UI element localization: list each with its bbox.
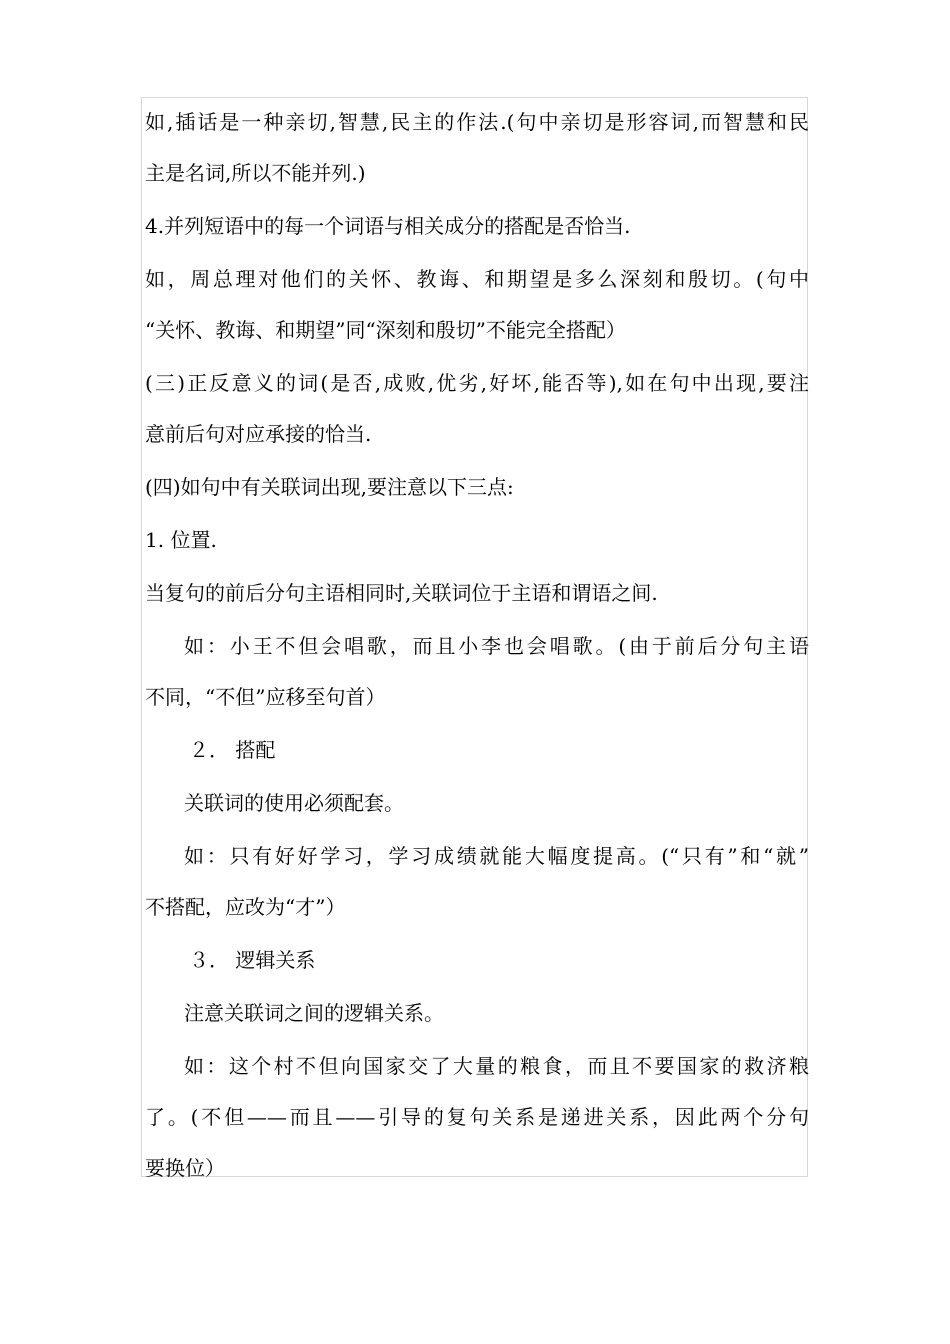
text-line: 不搭配，应改为“才”） — [145, 895, 346, 919]
text-line: 注意关联词之间的逻辑关系。 — [184, 1001, 444, 1025]
text-line: ３． 逻辑关系 — [189, 948, 316, 972]
text-line: 如：只有好好学习，学习成绩就能大幅度提高。(“只有”和“就” — [184, 844, 809, 868]
text-line: 4.并列短语中的每一个词语与相关成分的搭配是否恰当. — [145, 214, 631, 238]
text-line: 要换位） — [145, 1156, 225, 1180]
text-line: 如,插话是一种亲切,智慧,民主的作法.(句中亲切是形容词,而智慧和民 — [145, 110, 809, 134]
text-line: (三)正反意义的词(是否,成败,优劣,好坏,能否等),如在句中出现,要注 — [145, 371, 809, 395]
text-line: 如，周总理对他们的关怀、教诲、和期望是多么深刻和殷切。(句中 — [145, 267, 809, 291]
text-line: 主是名词,所以不能并列.) — [145, 161, 366, 185]
text-line: 不同，“不但”应移至句首） — [145, 685, 386, 709]
text-line: 当复句的前后分句主语相同时,关联词位于主语和谓语之间. — [145, 581, 658, 605]
text-line: (四)如句中有关联词出现,要注意以下三点: — [145, 475, 514, 499]
text-line: 关联词的使用必须配套。 — [184, 791, 404, 815]
text-line: ２． 搭配 — [189, 738, 276, 762]
text-line: 如：小王不但会唱歌，而且小李也会唱歌。(由于前后分句主语 — [184, 634, 809, 658]
text-line: 了。(不但——而且——引导的复句关系是递进关系，因此两个分句 — [145, 1105, 809, 1129]
text-line: “关怀、教诲、和期望”同“深刻和殷切”不能完全搭配） — [145, 318, 626, 342]
text-line: 如：这个村不但向国家交了大量的粮食，而且不要国家的救济粮 — [184, 1054, 809, 1078]
text-line: 1. 位置. — [145, 528, 217, 552]
text-line: 意前后句对应承接的恰当. — [145, 422, 372, 446]
